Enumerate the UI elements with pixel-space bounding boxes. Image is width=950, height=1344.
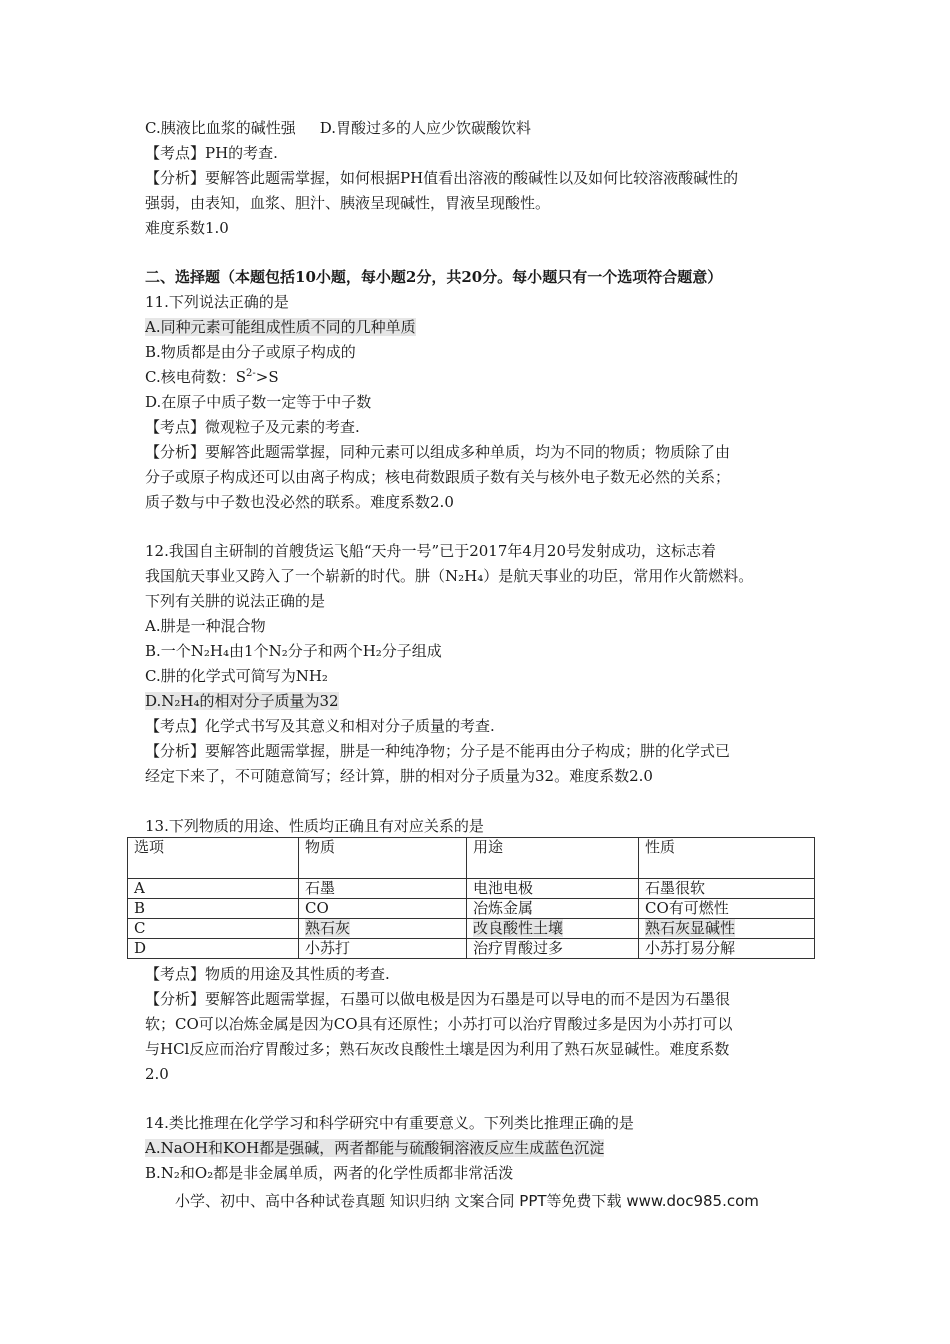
- table-cell: 熟石灰: [299, 919, 467, 939]
- q11-option-c: C.核电荷数：$S^{2-}>S$: [145, 368, 279, 386]
- q11-option-a: A.同种元素可能组成性质不同的几种单质: [145, 318, 416, 336]
- q13-analysis-3: 与HCl反应而治疗胃酸过多；熟石灰改良酸性土壤是因为利用了熟石灰显碱性。难度系数: [145, 1040, 730, 1058]
- option-c-text: C.胰液比血浆的碱性强: [145, 119, 296, 137]
- exam-point: 【考点】PH的考查.: [145, 144, 278, 162]
- table-header-cell: 选项: [128, 838, 299, 879]
- q14-stem: 14.类比推理在化学学习和科学研究中有重要意义。下列类比推理正确的是: [145, 1114, 634, 1132]
- table-cell: 小苏打易分解: [639, 939, 815, 959]
- q13-table: [127, 837, 815, 959]
- table-row: [128, 899, 815, 919]
- table-cell: 冶炼金属: [467, 899, 639, 919]
- table-cell: A: [128, 879, 299, 899]
- q12-exam-point: 【考点】化学式书写及其意义和相对分子质量的考查.: [145, 717, 495, 735]
- table-row: [128, 939, 815, 959]
- table-cell: 小苏打: [299, 939, 467, 959]
- q12-analysis-2: 经定下来了，不可随意简写；经计算，肼的相对分子质量为32。难度系数2.0: [145, 767, 653, 785]
- table-row: [128, 919, 815, 939]
- table-header-cell: 性质: [639, 838, 815, 879]
- q13-analysis-1: 【分析】要解答此题需掌握，石墨可以做电极是因为石墨是可以导电的而不是因为石墨很: [145, 990, 731, 1008]
- table-cell: C: [128, 919, 299, 939]
- table-cell: D: [128, 939, 299, 959]
- table-cell: 治疗胃酸过多: [467, 939, 639, 959]
- difficulty: 难度系数1.0: [145, 219, 229, 237]
- table-cell: CO有可燃性: [639, 899, 815, 919]
- option-d-text: D.胃酸过多的人应少饮碳酸饮料: [319, 119, 531, 137]
- q12-analysis-1: 【分析】要解答此题需掌握，肼是一种纯净物；分子是不能再由分子构成；肼的化学式已: [145, 742, 731, 760]
- table-cell: 石墨很软: [639, 879, 815, 899]
- q13-analysis-2: 软；CO可以冶炼金属是因为CO具有还原性；小苏打可以治疗胃酸过多是因为小苏打可以: [145, 1015, 733, 1033]
- table-cell: CO: [299, 899, 467, 919]
- table-cell: 熟石灰显碱性: [639, 919, 815, 939]
- analysis-line-2: 强弱，由表知，血浆、胆汁、胰液呈现碱性，胃液呈现酸性。: [145, 194, 551, 212]
- section-heading: 二、选择题（本题包括10小题，每小题2分，共20分。每小题只有一个选项符合题意）: [145, 268, 723, 286]
- q13-stem: 13.下列物质的用途、性质均正确且有对应关系的是: [145, 817, 484, 835]
- q12-option-a: A.肼是一种混合物: [145, 617, 266, 635]
- table-header-cell: 用途: [467, 838, 639, 879]
- table-cell: 石墨: [299, 879, 467, 899]
- q12-option-c: C.肼的化学式可简写为NH₂: [145, 667, 328, 685]
- q11-analysis-2: 分子或原子构成还可以由离子构成；核电荷数跟质子数有关与核外电子数无必然的关系；: [145, 468, 731, 486]
- q11-analysis-1: 【分析】要解答此题需掌握，同种元素可以组成多种单质，均为不同的物质；物质除了由: [145, 443, 731, 461]
- option-c-d-line: [145, 118, 531, 138]
- table-row: [128, 879, 815, 899]
- q11-stem: 11.下列说法正确的是: [145, 293, 289, 311]
- table-header-row: [128, 838, 815, 879]
- table-cell: 电池电极: [467, 879, 639, 899]
- q14-option-a: A.NaOH和KOH都是强碱，两者都能与硫酸铜溶液反应生成蓝色沉淀: [145, 1139, 605, 1157]
- analysis-line-1: 【分析】要解答此题需掌握，如何根据PH值看出溶液的酸碱性以及如何比较溶液酸碱性的: [145, 169, 739, 187]
- q12-stem-2: 我国航天事业又跨入了一个崭新的时代。肼（N₂H₄）是航天事业的功臣，常用作火箭燃料。: [145, 567, 754, 585]
- q11-option-b: B.物质都是由分子或原子构成的: [145, 343, 356, 361]
- table-cell: 改良酸性土壤: [467, 919, 639, 939]
- q12-option-d: D.N₂H₄的相对分子质量为32: [145, 692, 339, 710]
- q13-exam-point: 【考点】物质的用途及其性质的考查.: [145, 965, 390, 983]
- q11-option-d: D.在原子中质子数一定等于中子数: [145, 393, 372, 411]
- table-cell: B: [128, 899, 299, 919]
- table-header-cell: 物质: [299, 838, 467, 879]
- page-footer: 小学、初中、高中各种试卷真题 知识归纳 文案合同 PPT等免费下载 www.doc985.com: [175, 1192, 759, 1210]
- q12-option-b: B.一个N₂H₄由1个N₂分子和两个H₂分子组成: [145, 642, 442, 660]
- q11-exam-point: 【考点】微观粒子及元素的考查.: [145, 418, 360, 436]
- q13-analysis-4: 2.0: [145, 1065, 169, 1083]
- q14-option-b: B.N₂和O₂都是非金属单质，两者的化学性质都非常活泼: [145, 1164, 514, 1182]
- q12-stem-1: 12.我国自主研制的首艘货运飞船“天舟一号”已于2017年4月20号发射成功，这标志着: [145, 542, 716, 560]
- q11-analysis-3: 质子数与中子数也没必然的联系。难度系数2.0: [145, 493, 454, 511]
- q12-stem-3: 下列有关肼的说法正确的是: [145, 592, 326, 610]
